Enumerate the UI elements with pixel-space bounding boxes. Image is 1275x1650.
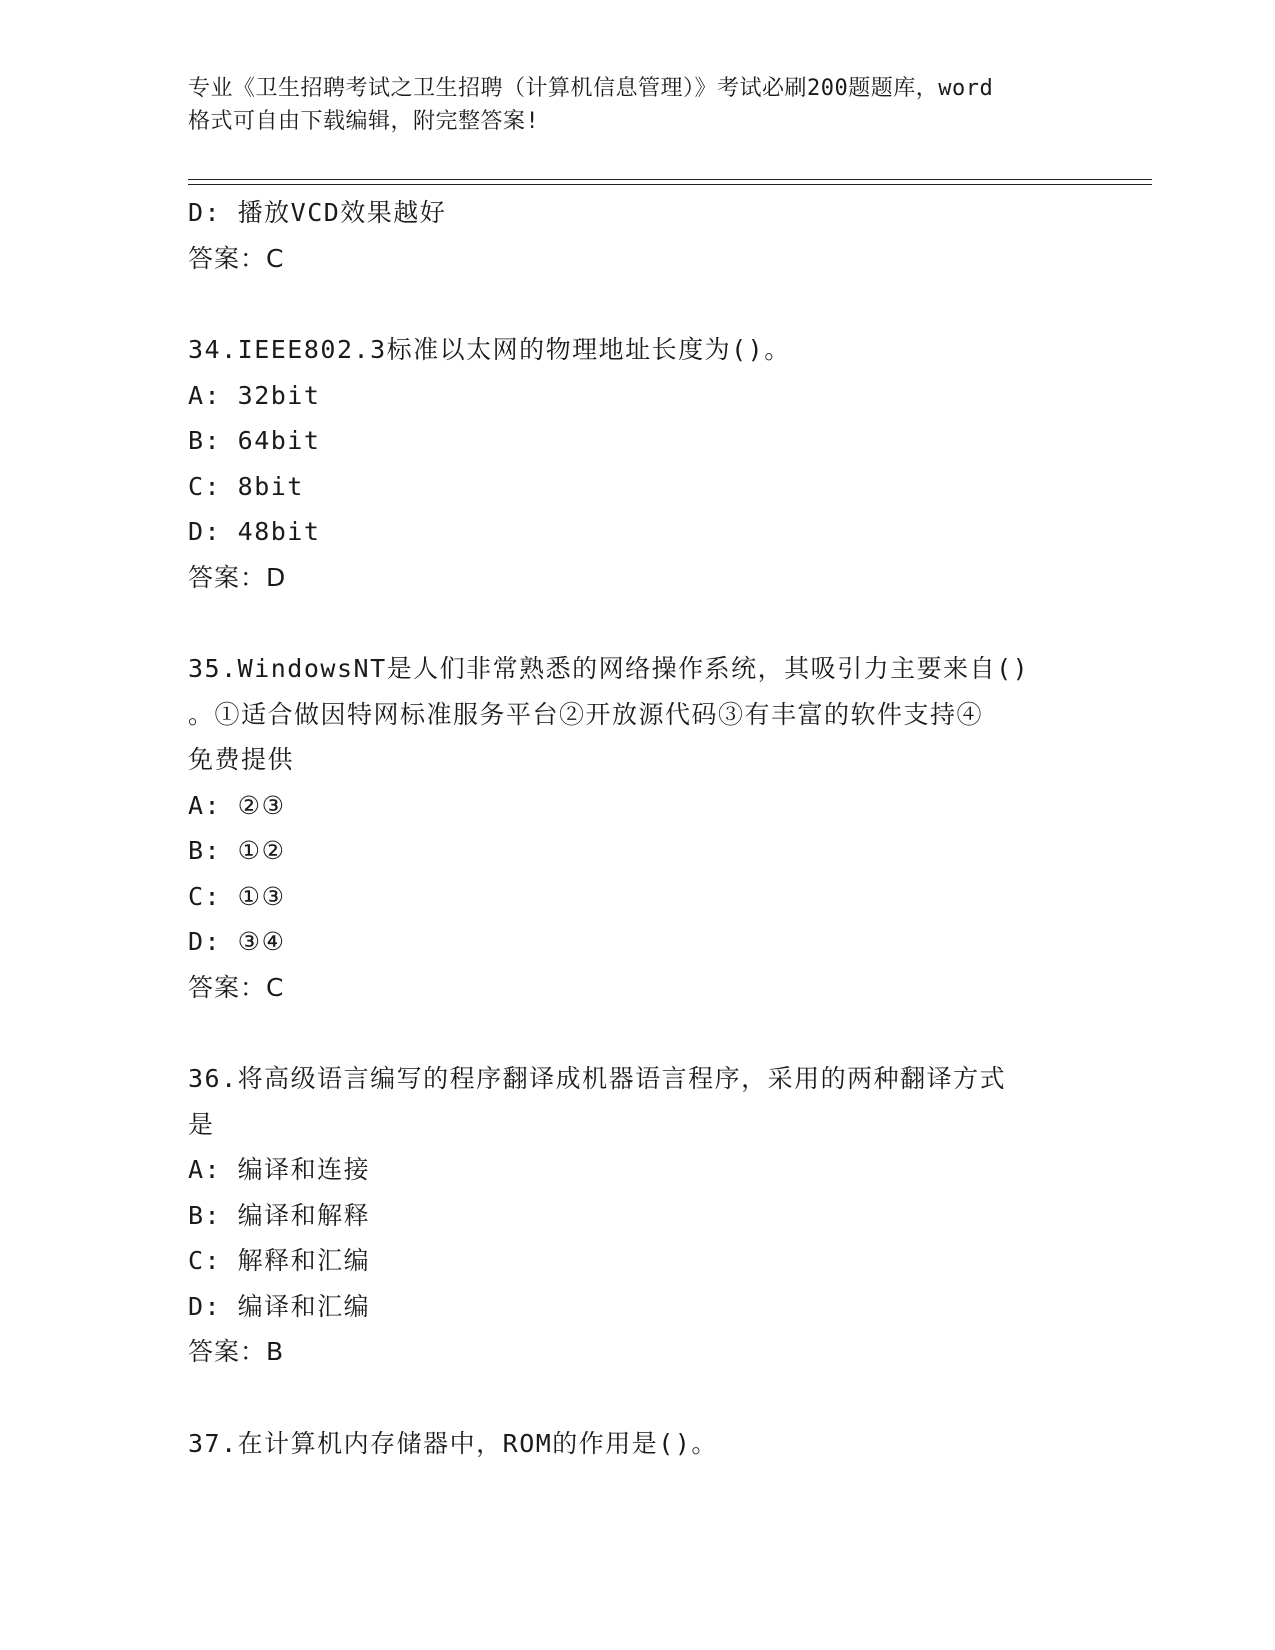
header-line-2: 格式可自由下载编辑，附完整答案!: [188, 109, 540, 134]
document-header: [188, 72, 1088, 138]
question-stem-line-1: 36.将高级语言编写的程序翻译成机器语言程序，采用的两种翻译方式: [188, 1064, 1007, 1093]
option-a: A: ②③: [188, 790, 286, 820]
answer-line: 答案：D: [188, 562, 287, 592]
header-line-1: 专业《卫生招聘考试之卫生招聘（计算机信息管理）》考试必刷200题题库，word: [188, 76, 994, 101]
question-stem-line-3: 免费提供: [188, 745, 295, 774]
question-stem-line-2: 是: [188, 1109, 215, 1139]
question-36: [188, 1056, 1088, 1375]
answer-line: 答案：B: [188, 1337, 285, 1366]
header-divider-top: [188, 179, 1152, 180]
option-b: B: ①②: [188, 836, 286, 865]
option-c: C: ①③: [188, 881, 286, 911]
option-a: A: 编译和连接: [188, 1155, 371, 1184]
question-35: [188, 646, 1088, 1010]
option-d: D: 编译和汇编: [188, 1291, 371, 1321]
question-stem-line-2: 。①适合做因特网标准服务平台②开放源代码③有丰富的软件支持④: [188, 699, 984, 729]
question-33-tail: [188, 190, 1088, 281]
option-a: A: 32bit: [188, 380, 321, 410]
option-b: B: 64bit: [188, 426, 321, 455]
question-stem-line-1: 35.WindowsNT是人们非常熟悉的网络操作系统，其吸引力主要来自(): [188, 654, 1030, 683]
option-b: B: 编译和解释: [188, 1200, 371, 1230]
question-34: [188, 327, 1088, 600]
answer-line: 答案：C: [188, 243, 285, 273]
question-37: [188, 1421, 1088, 1467]
option-c: C: 8bit: [188, 471, 304, 501]
header-divider-bottom: [188, 184, 1152, 185]
option-d: D: 48bit: [188, 517, 321, 546]
question-list: [188, 190, 1088, 1466]
option-c: C: 解释和汇编: [188, 1246, 371, 1275]
answer-line: 答案：C: [188, 972, 285, 1002]
question-stem: 37.在计算机内存储器中，ROM的作用是()。: [188, 1428, 718, 1458]
question-stem: 34.IEEE802.3标准以太网的物理地址长度为()。: [188, 335, 791, 364]
option-d: D: ③④: [188, 927, 286, 956]
option-d: D: 播放VCD效果越好: [188, 198, 447, 227]
